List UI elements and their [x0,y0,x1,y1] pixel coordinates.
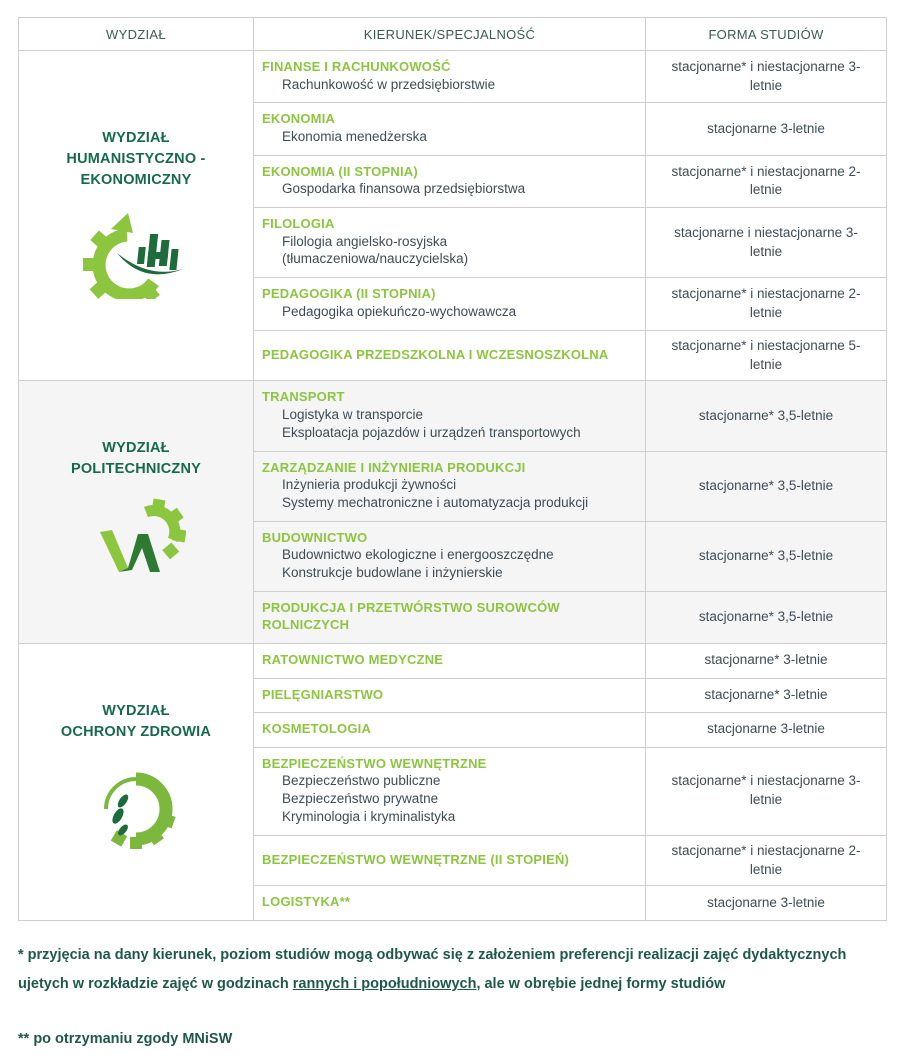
course-specialization: Rachunkowość w przedsiębiorstwie [282,76,496,92]
course-title: BUDOWNICTWO [262,529,368,545]
course-title: BEZPIECZEŃSTWO WEWNĘTRZNE (II STOPIEŃ) [262,851,570,867]
study-form: stacjonarne* 3,5-letnie [698,547,834,563]
course-title: ZARZĄDZANIE I INŻYNIERIA PRODUKCJI [262,459,526,475]
course-specialization: Konstrukcje budowlane i inżynierskie [282,565,503,581]
header-wydzial: WYDZIAŁ [19,18,254,51]
study-form: stacjonarne i niestacjonarne 3-letnie [674,224,858,259]
course-cell [254,521,646,591]
study-form: stacjonarne 3-letnie [707,894,825,910]
study-offer-table [18,17,887,921]
course-specialization: Systemy mechatroniczne i automatyzacja produkcji [282,494,589,510]
course-cell [254,591,646,643]
course-cell [254,155,646,207]
table-row [19,51,887,103]
schedule-hours-link[interactable]: rannych i popołudniowych [292,975,477,992]
course-specialization: Filologia angielsko-rosyjska [282,233,448,249]
course-specialization: Kryminologia i kryminalistyka [282,808,456,824]
table-row [19,381,887,451]
course-cell [254,381,646,451]
course-title: PRODUKCJA I PRZETWÓRSTWO SUROWCÓW ROLNICZYCH [262,599,560,633]
study-form-cell [646,330,887,381]
course-title: KOSMETOLOGIA [262,721,372,737]
course-cell [254,51,646,103]
course-specialization: Logistyka w transporcie [282,406,424,422]
course-specialization: Budownictwo ekologiczne i energooszczędne [282,547,554,563]
faculty-name: WYDZIAŁ HUMANISTYCZNO - EKONOMICZNY [66,129,206,188]
faculty-cell-ochrony-zdrowia [19,644,254,921]
course-title: PEDAGOGIKA PRZEDSZKOLNA I WCZESNOSZKOLNA [262,346,609,362]
course-title: EKONOMIA [262,111,336,127]
study-form: stacjonarne* i niestacjonarne 3-letnie [671,773,861,808]
course-specialization: Gospodarka finansowa przedsiębiorstwa [282,181,526,197]
course-specialization: Inżynieria produkcji żywności [282,477,457,493]
study-form: stacjonarne* 3,5-letnie [698,407,834,423]
faculty-cell-politechniczny [19,381,254,644]
course-cell [254,644,646,679]
faculty-name: WYDZIAŁ OCHRONY ZDROWIA [60,703,212,741]
humanistyczno-ekonomiczny-logo-icon [27,207,245,304]
course-title: BEZPIECZEŃSTWO WEWNĘTRZNE [262,755,487,771]
study-form-cell [646,451,887,521]
course-specialization: Eksploatacja pojazdów i urządzeń transportowych [282,424,581,440]
study-form: stacjonarne* 3-letnie [704,686,828,702]
study-form: stacjonarne 3-letnie [707,721,825,737]
study-form-cell [646,886,887,921]
study-form-cell [646,521,887,591]
course-specialization: Bezpieczeństwo publiczne [282,773,441,789]
course-cell [254,208,646,278]
course-title: PEDAGOGIKA (II STOPNIA) [262,286,436,302]
course-cell [254,103,646,155]
faculty-name: WYDZIAŁ POLITECHNICZNY [70,439,202,477]
course-specialization: Ekonomia menedżerska [282,128,427,144]
study-form: stacjonarne* i niestacjonarne 3-letnie [671,58,861,93]
header-kierunek: KIERUNEK/SPECJALNOŚĆ [254,18,646,51]
course-cell [254,278,646,330]
study-form-cell [646,208,887,278]
study-form-cell [646,103,887,155]
course-title: RATOWNICTWO MEDYCZNE [262,652,444,667]
study-form: stacjonarne* i niestacjonarne 2-letnie [671,163,861,198]
footnote-text-prefix: * przyjęcia na dany kierunek, poziom studiów mogą odbywać się z założeniem preferencji realizacji zajęć dydaktycznych ujetych w rozkładzie zajęć w godzinach [18,946,847,992]
course-cell [254,835,646,886]
study-form: stacjonarne* 3,5-letnie [698,477,834,493]
politechniczny-logo-icon [27,496,245,587]
course-cell [254,713,646,748]
course-cell [254,678,646,713]
course-cell [254,451,646,521]
study-form-cell [646,747,887,835]
study-form-cell [646,713,887,748]
course-title: PIELĘGNIARSTWO [262,686,384,702]
footnote-asterisk [18,941,886,999]
course-cell [254,330,646,381]
study-form: stacjonarne 3-letnie [707,120,825,136]
study-form-cell [646,155,887,207]
ochrony-zdrowia-logo-icon [27,759,245,862]
course-title: LOGISTYKA** [262,894,351,910]
study-form-cell [646,678,887,713]
study-form: stacjonarne* i niestacjonarne 2-letnie [671,286,861,320]
course-cell [254,886,646,921]
study-form-cell [646,51,887,103]
footnote-double-asterisk: ** po otrzymaniu zgody MNiSW [18,1030,233,1047]
footnotes [18,941,886,1054]
course-title: TRANSPORT [262,389,345,405]
header-forma: FORMA STUDIÓW [646,18,887,51]
study-form-cell [646,381,887,451]
faculty-cell-humanistyczno [19,51,254,381]
footnote-text-suffix: , ale w obrębie jednej formy studiów [476,975,726,992]
course-specialization: Pedagogika opiekuńczo-wychowawcza [282,303,517,319]
course-title: FILOLOGIA [262,216,335,232]
course-specialization: (tłumaczeniowa/nauczycielska) [282,251,469,267]
study-form: stacjonarne* i niestacjonarne 2-letnie [671,842,861,877]
study-form: stacjonarne* 3,5-letnie [698,609,834,624]
table-row [19,644,887,679]
course-title: FINANSE I RACHUNKOWOŚĆ [262,59,451,74]
study-form: stacjonarne* i niestacjonarne 5-letnie [671,337,861,372]
study-form-cell [646,591,887,643]
study-form-cell [646,835,887,886]
study-form: stacjonarne* 3-letnie [704,652,828,668]
course-title: EKONOMIA (II STOPNIA) [262,163,418,179]
study-form-cell [646,644,887,679]
table-header-row [19,18,887,51]
course-cell [254,747,646,835]
course-specialization: Bezpieczeństwo prywatne [282,791,439,806]
study-form-cell [646,278,887,330]
